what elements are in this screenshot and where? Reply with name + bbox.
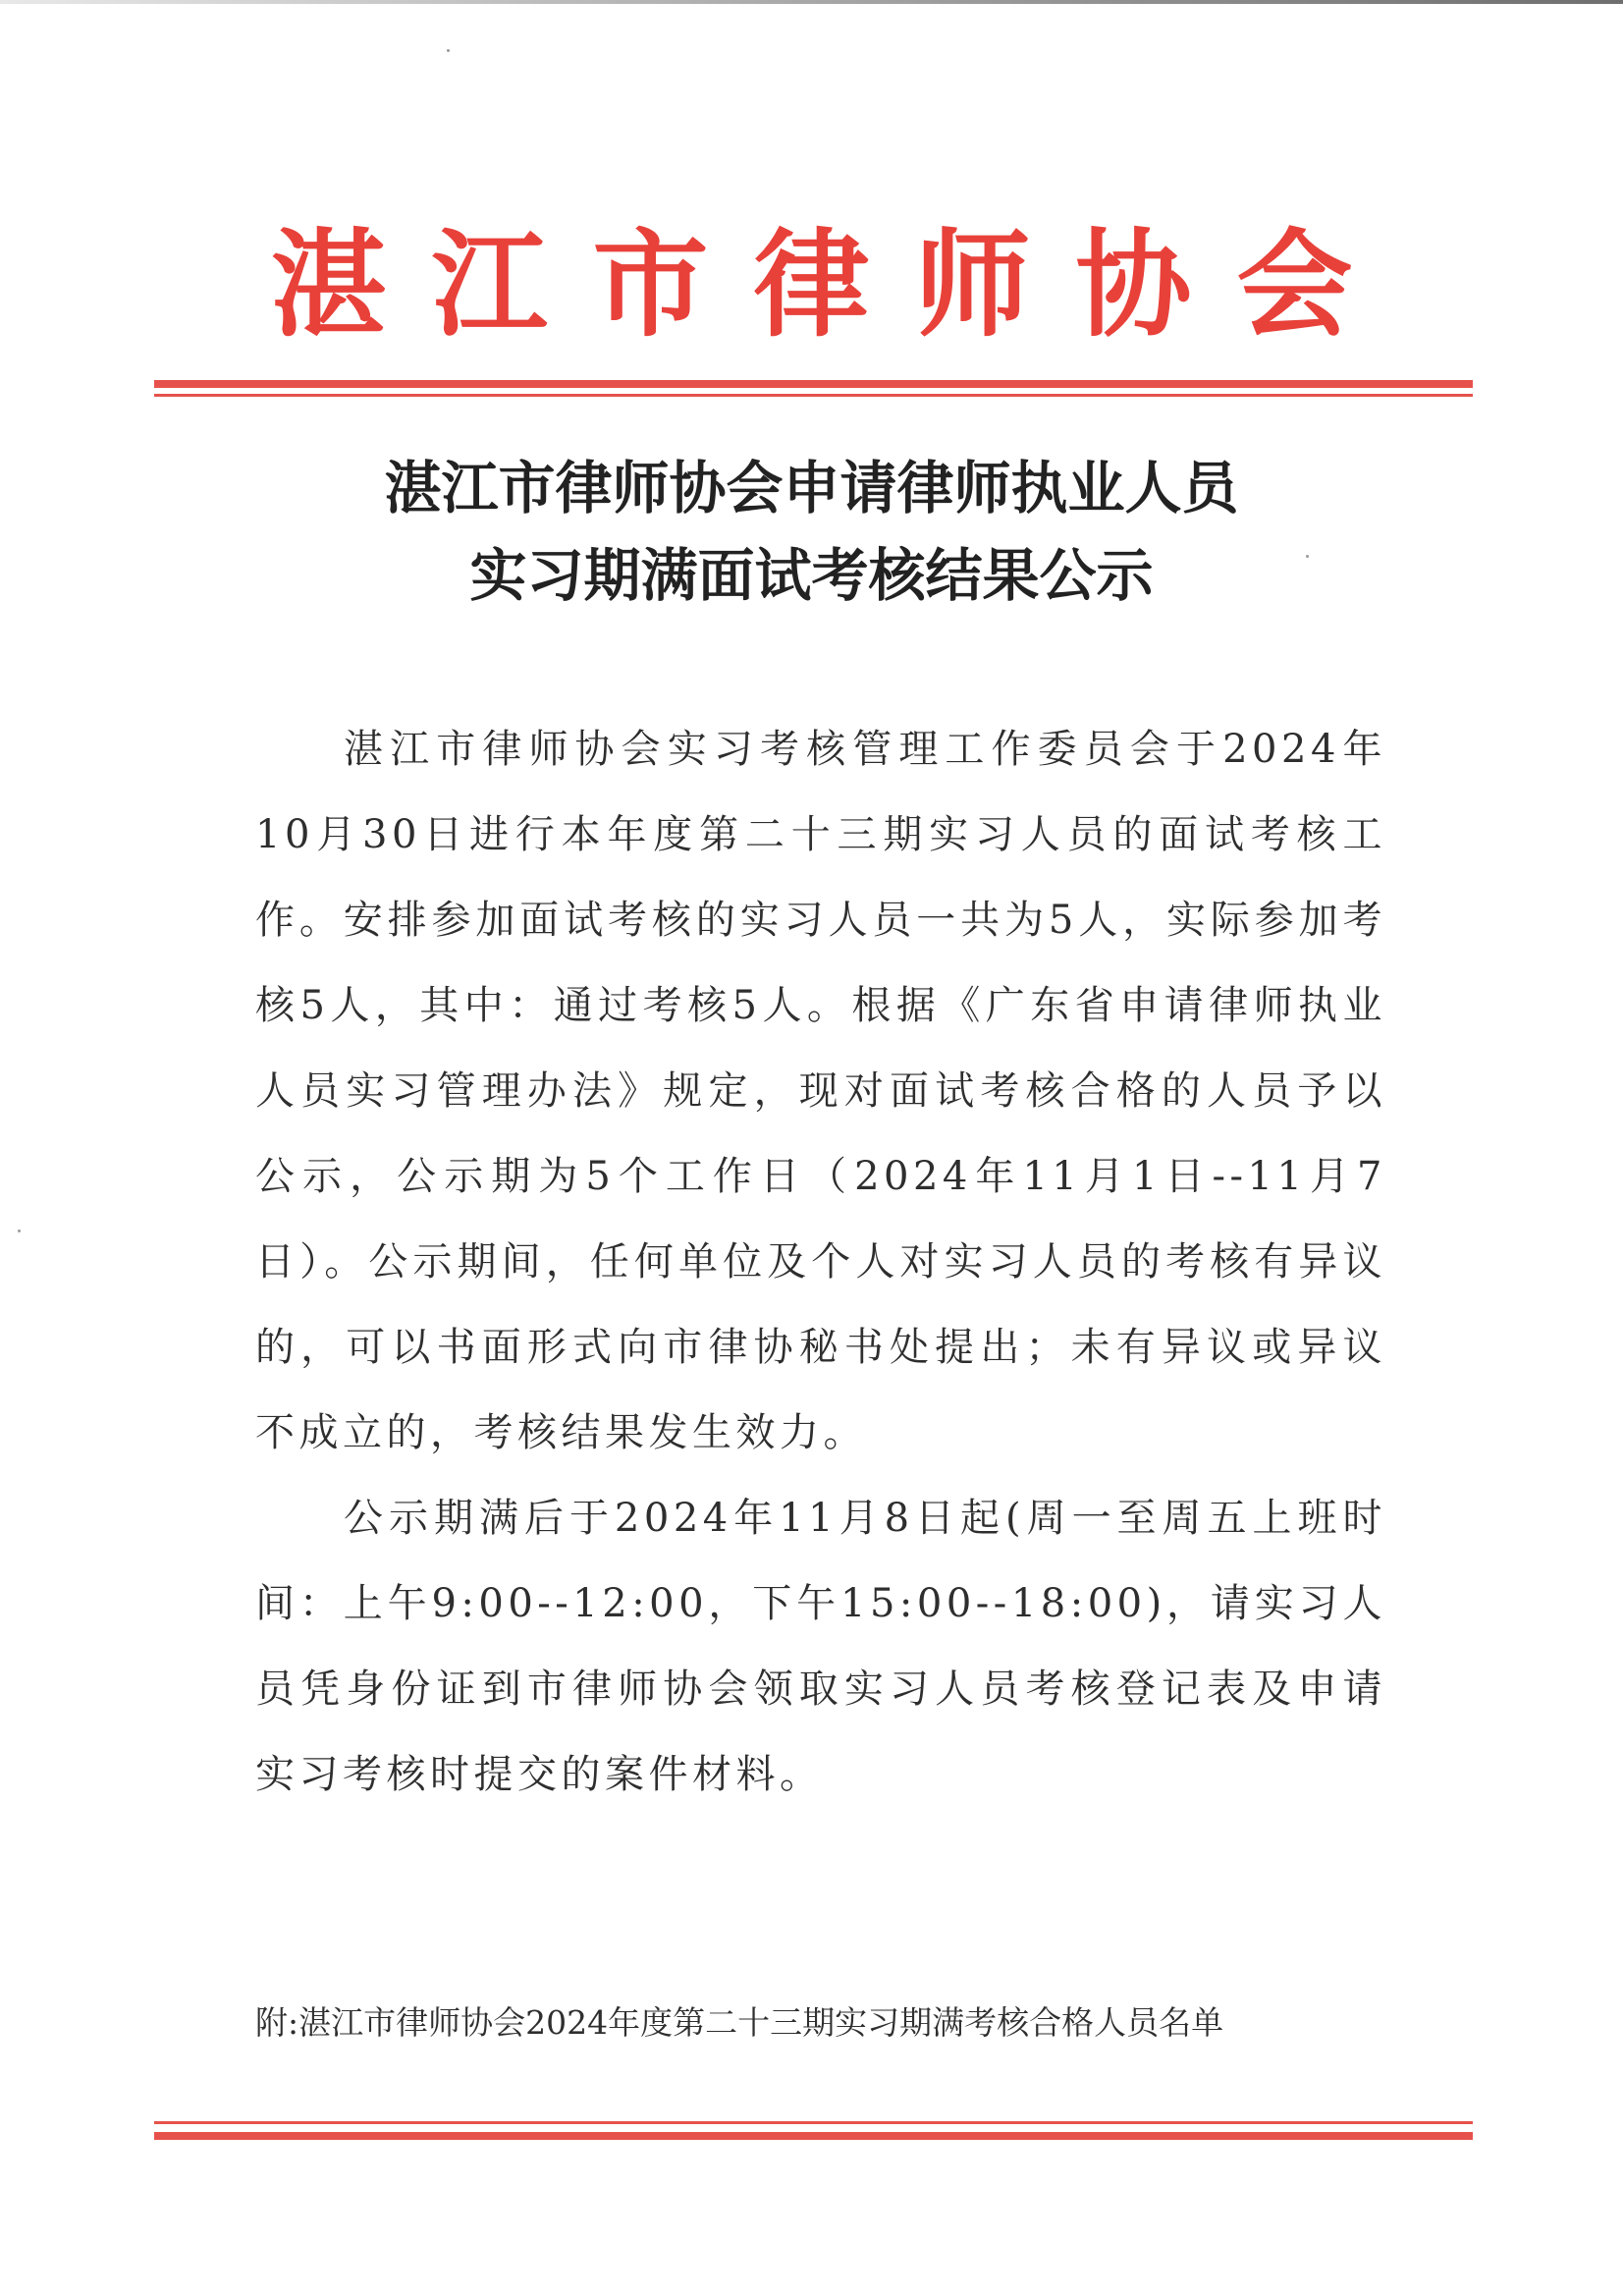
document-title-line-2: 实习期满面试考核结果公示	[469, 542, 1154, 609]
scan-edge-artifact	[0, 0, 1623, 4]
body-paragraph-2: 公示期满后于2024年11月8日起(周一至周五上班时间：上午9:00--12:00，下午15:00--18:00)，请实习人员凭身份证到市律师协会领取实习人员考核登记表及申请实习考核时提交的案件材料。	[255, 1496, 1386, 1797]
footer-rule-thick	[154, 2132, 1473, 2140]
body-paragraph-1: 湛江市律师协会实习考核管理工作委员会于2024年10月30日进行本年度第二十三期实习人员的面试考核工作。安排参加面试考核的实习人员一共为5人，实际参加考核5人，其中：通过考核5人。根据《广东省申请律师执业人员实习管理办法》规定，现对面试考核合格的人员予以公示，公示期为5个工作日（2024年11月1日--11月7日）。公示期间，任何单位及个人对实习人员的考核有异议的，可以书面形式向市律协秘书处提出；未有异议或异议不成立的，考核结果发生效力。	[255, 727, 1386, 1455]
attachment-note: 附:湛江市律师协会2024年度第二十三期实习期满考核合格人员名单	[255, 2003, 1224, 2042]
letterhead-rule-thin	[154, 394, 1473, 397]
letterhead-org-name: 湛江市律师协会	[270, 216, 1398, 353]
footer-rule-thin	[154, 2121, 1473, 2124]
scan-speck	[18, 1230, 21, 1232]
document-title-line-1: 湛江市律师协会申请律师执业人员	[384, 455, 1239, 521]
scan-speck	[447, 49, 450, 52]
letterhead-rule-thick	[154, 380, 1473, 388]
